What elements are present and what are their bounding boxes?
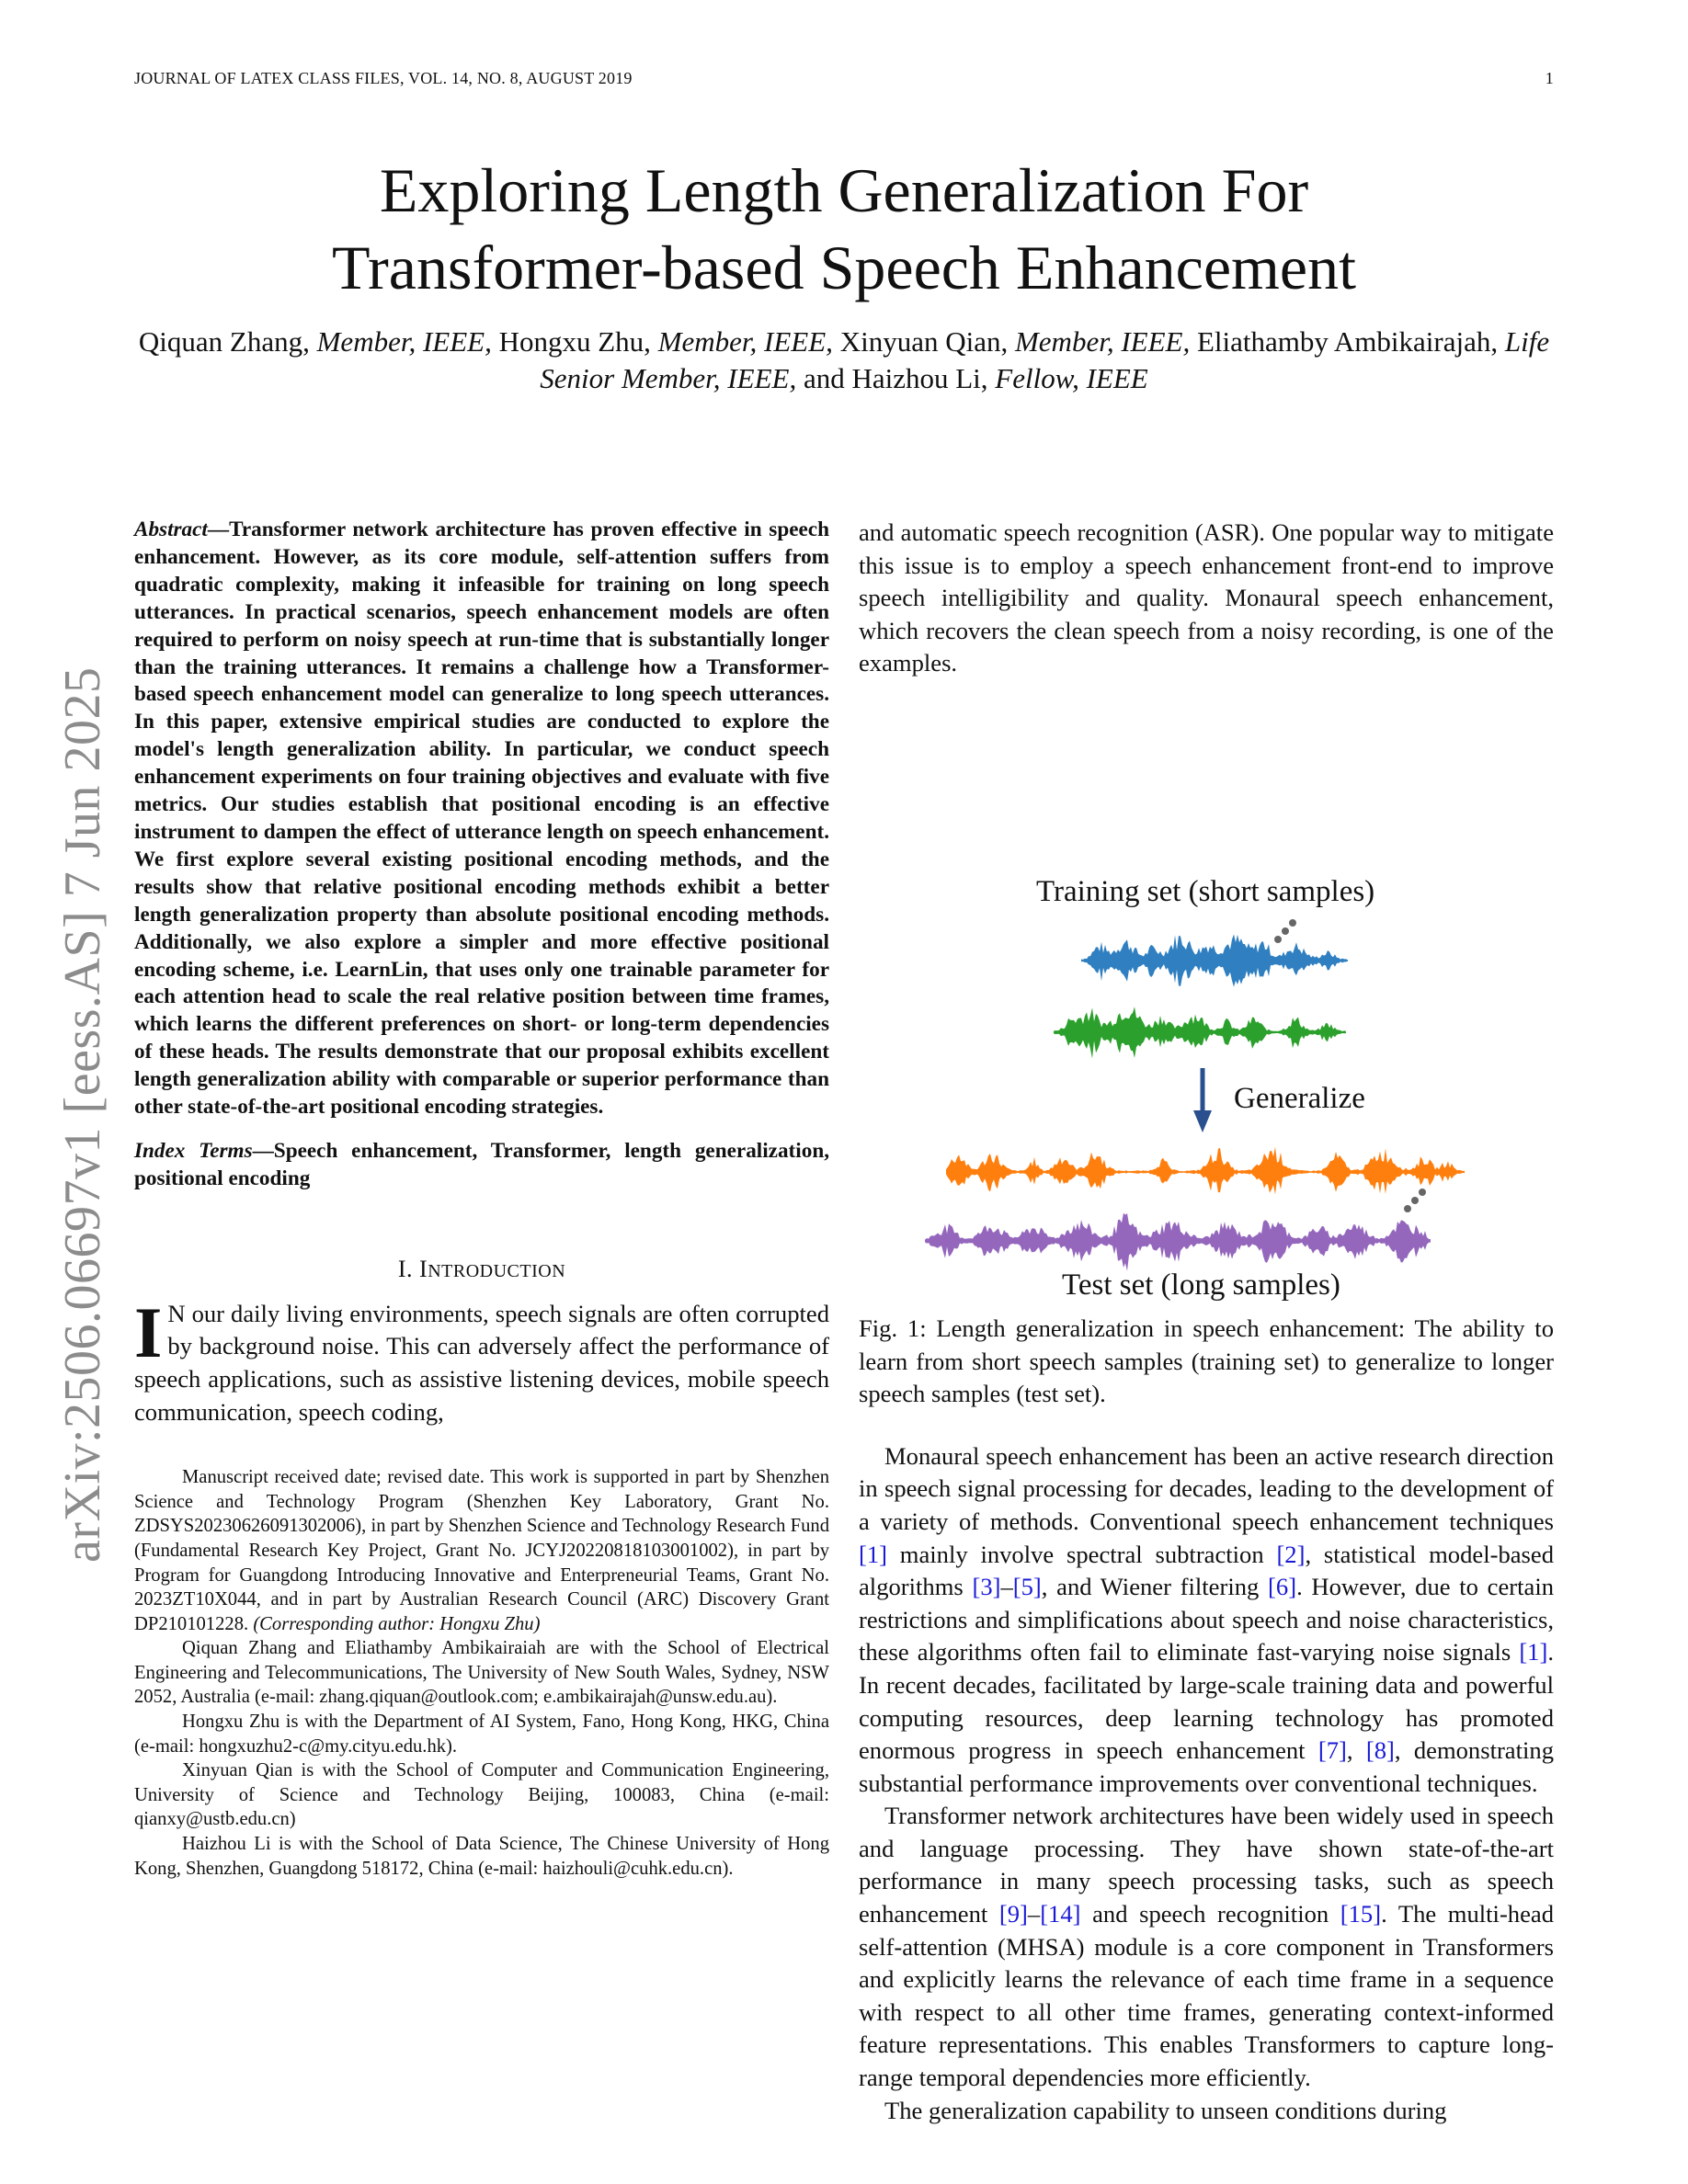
citation-link[interactable]: [5]: [1012, 1573, 1042, 1601]
corresponding-author: (Corresponding author: Hongxu Zhu): [253, 1613, 541, 1634]
page-number: 1: [1545, 69, 1554, 87]
footnote-affiliation: Hongxu Zhu is with the Department of AI System, Fano, Hong Kong, HKG, China (e-mail: hongxuzhu2-c@my.cityu.edu.hk).: [134, 1712, 829, 1757]
text-run: . In recent decades, facilitated by large-scale training data and powerful computing resources, deep learning technology has promoted enormous progress in speech enhancement: [859, 1638, 1554, 1765]
author-role: Member, IEEE,: [1014, 325, 1191, 358]
citation-link[interactable]: [14]: [1040, 1900, 1081, 1928]
intro-paragraph-1: [134, 1291, 829, 1428]
intro-paragraph-2: [859, 1440, 1554, 1801]
title-line-1: Exploring Length Generalization For: [379, 155, 1309, 225]
left-column: [134, 517, 829, 1881]
footnote-affiliation: Xinyuan Qian is with the School of Computer and Communication Engineering, University of Science and Technology Beijing, 100083, China (e-mail: qianxy@ustb.edu.cn): [134, 1760, 829, 1830]
section-heading-introduction: [134, 1256, 829, 1283]
text-run: , and Wiener filtering: [1041, 1573, 1269, 1601]
waveform-test-orange: [946, 1147, 1465, 1195]
text-run: Transformer network architectures have been widely used in speech and language processing. They have shown state-of-the-art performance in many speech processing tasks, such as speech enhancement: [859, 1802, 1554, 1928]
citation-link[interactable]: [8]: [1365, 1736, 1395, 1765]
title-line-2: Transformer-based Speech Enhancement: [332, 233, 1356, 302]
intro-p1-start: N our daily living environments, speech signals are often corrupted by background noise. This can adversely affect the performance of speech applications, such as assistive listening devices, mobile speech communication, speech coding,: [134, 1299, 829, 1426]
arxiv-stamp: arXiv:2506.06697v1 [eess.AS] 7 Jun 2025: [54, 666, 111, 1563]
author-name: and Haizhou Li,: [803, 362, 988, 394]
text-run: –: [1027, 1900, 1041, 1928]
author-name: Xinyuan Qian,: [839, 325, 1009, 358]
abstract: [134, 517, 829, 1121]
author-role: Member, IEEE,: [316, 325, 492, 358]
running-head: [134, 69, 1554, 88]
journal-name: JOURNAL OF LATEX CLASS FILES, VOL. 14, NO. 8, AUGUST 2019: [134, 69, 633, 87]
figure-waveforms: [859, 680, 1554, 1313]
footnote-affiliation: Qiquan Zhang and Eliathamby Ambikairaiah are with the School of Electrical Engineering and Telecommunications, The University of New South Wales, Sydney, NSW 2052, Australia (e-mail: zhang.qiquan@outlook.com; e.ambikairajah@unsw.edu.au).: [134, 1638, 829, 1708]
citation-link[interactable]: [15]: [1340, 1900, 1382, 1928]
text-run: Monaural speech enhancement has been an active research direction in speech signal processing for decades, leading to the development of a variety of methods. Conventional speech enhancement techniques: [859, 1441, 1554, 1535]
intro-paragraph-3: [859, 1800, 1554, 2094]
ellipsis-dots-test: [1404, 1189, 1426, 1212]
section-title-first: I: [419, 1255, 428, 1282]
text-run: , statistical model-based algorithms: [859, 1540, 1554, 1601]
dropcap: I: [134, 1291, 163, 1372]
text-run: , demonstrating substantial performance improvements over conventional techniques.: [859, 1736, 1554, 1797]
text-run: mainly involve spectral subtraction: [887, 1540, 1277, 1568]
right-column: [859, 517, 1554, 2127]
author-name: Qiquan Zhang,: [138, 325, 310, 358]
figure-1-caption: Fig. 1: Length generalization in speech enhancement: The ability to learn from short speech samples (training set) to generalize to longer speech samples (test set).: [859, 1314, 1554, 1408]
figure-label-training: Training set (short samples): [1036, 874, 1375, 908]
citation-link[interactable]: [2]: [1276, 1540, 1306, 1568]
citation-link[interactable]: [6]: [1268, 1573, 1297, 1601]
waveform-training-blue: [1081, 934, 1348, 986]
waveform-training-green: [1054, 1007, 1346, 1058]
citation-link[interactable]: [7]: [1317, 1736, 1347, 1765]
index-terms-label: Index Terms: [134, 1138, 253, 1163]
figure-label-generalize: Generalize: [1234, 1081, 1365, 1115]
intro-paragraph-1-continued: and automatic speech recognition (ASR). One popular way to mitigate this issue is to employ a speech enhancement front-end to improve speech intelligibility and quality. Monaural speech enhancement, which recovers the clean speech from a noisy recording, is one of the examples.: [859, 518, 1554, 677]
citation-link[interactable]: [3]: [972, 1573, 1001, 1601]
footnote-funding-text: Manuscript received date; revised date. This work is supported in part by Shenzhen Science and Technology Program (Shenzhen Key Laboratory, Grant No. ZDSYS20230626091302006), in part by Shenzhen Science and Technology Research Fund (Fundamental Research Key Project, Grant No. JCYJ20220818103001002), in part by Program for Guangdong Introducing Innovative and Enterpreneurial Teams, Grant No. 2023ZT10X044, and in part by Australian Research Council (ARC) Discovery Grant DP210101228.: [134, 1467, 829, 1634]
text-run: –: [1000, 1573, 1013, 1601]
abstract-text: —Transformer network architecture has proven effective in speech enhancement. However, as its core module, self-attention suffers from quadratic complexity, making it infeasible for training on long speech utterances. In practical scenarios, speech enhancement models are often required to perform on noisy speech at run-time that is substantially longer than the training utterances. It remains a challenge how a Transformer-based speech enhancement model can generalize to long speech utterances. In this paper, extensive empirical studies are conducted to explore the model's length generalization ability. In particular, we conduct speech enhancement experiments on four training objectives and evaluate with five metrics. Our studies establish that positional encoding is an effective instrument to dampen the effect of utterance length on speech enhancement. We first explore several existing positional encoding methods, and the results show that relative positional encoding methods exhibit a better length generalization property than absolute positional encoding methods. Additionally, we also explore a simpler and more effective positional encoding scheme, i.e. LearnLin, that uses only one trainable parameter for each attention head to scale the real relative position between time frames, which learns the different preferences on short- or long-term dependencies of these heads. The results demonstrate that our proposal exhibits excellent length generalization ability with comparable or superior performance than other state-of-the-art positional encoding strategies.: [134, 518, 829, 1120]
paper-title: [134, 152, 1554, 306]
generalize-arrow-head: [1193, 1110, 1212, 1132]
text-run: . However, due to certain restrictions and simplifications about speech and noise characteristics, these algorithms often fail to eliminate fast-varying noise signals: [859, 1573, 1555, 1666]
text-run: . The multi-head self-attention (MHSA) module is a core component in Transformers and explicitly learns the relevance of each time frame in a sequence with respect to all other time frames, generating context-informed feature representations. This enables Transformers to capture long-range temporal dependencies more efficiently.: [859, 1900, 1555, 2092]
author-name: Eliathamby Ambikairajah,: [1196, 325, 1499, 358]
waveform-test-purple: [925, 1213, 1431, 1271]
author-list: [134, 324, 1554, 397]
footnotes: [134, 1465, 829, 1881]
author-role: Fellow, IEEE: [995, 362, 1148, 394]
figure-1: [859, 680, 1554, 1313]
ellipsis-dots-training: [1274, 919, 1296, 943]
figure-label-test: Test set (long samples): [1062, 1268, 1340, 1302]
index-terms: [134, 1138, 829, 1193]
footnote-affiliation: Haizhou Li is with the School of Data Science, The Chinese University of Hong Kong, Shenzhen, Guangdong 518172, China (e-mail: haizhouli@cuhk.edu.cn).: [134, 1834, 829, 1879]
author-role: Life Senior Member, IEEE,: [540, 325, 1550, 394]
author-role: Member, IEEE,: [657, 325, 833, 358]
section-title-rest: NTRODUCTION: [428, 1260, 566, 1281]
section-number: I.: [397, 1255, 414, 1282]
citation-link[interactable]: [1]: [1519, 1638, 1548, 1666]
text-run: ,: [1346, 1736, 1366, 1765]
intro-paragraph-4: The generalization capability to unseen conditions during: [884, 2096, 1447, 2124]
text-run: and speech recognition: [1080, 1900, 1340, 1928]
index-terms-text: —Speech enhancement, Transformer, length generalization, positional encoding: [134, 1138, 830, 1190]
citation-link[interactable]: [9]: [998, 1900, 1028, 1928]
footnote-funding: [134, 1465, 829, 1636]
abstract-label: Abstract: [134, 518, 208, 541]
author-name: Hongxu Zhu,: [498, 325, 651, 358]
citation-link[interactable]: [1]: [859, 1540, 888, 1568]
